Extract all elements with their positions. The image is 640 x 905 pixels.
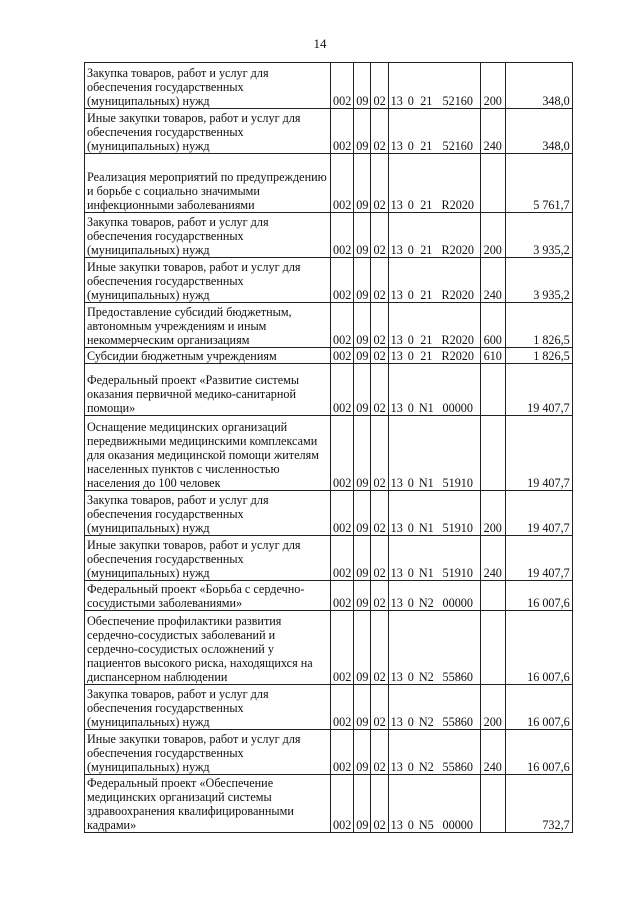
budget-code: 002	[331, 303, 354, 348]
item-code: R2020	[436, 213, 481, 258]
row-description: Иные закупки товаров, работ и услуг для обеспечения государственных (муниципальных) нужд	[85, 258, 331, 303]
subsection-code: 02	[371, 491, 388, 536]
budget-code: 002	[331, 154, 354, 213]
subprogram-code: 0	[405, 685, 417, 730]
program-code: 13	[388, 109, 405, 154]
budget-code: 002	[331, 685, 354, 730]
item-code: 55860	[436, 685, 481, 730]
subprogram-code: 0	[405, 581, 417, 611]
section-code: 09	[354, 536, 371, 581]
project-code: 21	[417, 109, 436, 154]
program-code: 13	[388, 685, 405, 730]
item-code: 51910	[436, 536, 481, 581]
section-code: 09	[354, 491, 371, 536]
table-row	[85, 611, 573, 685]
subsection-code: 02	[371, 685, 388, 730]
table-row	[85, 536, 573, 581]
section-code: 09	[354, 213, 371, 258]
program-code: 13	[388, 213, 405, 258]
item-code: R2020	[436, 303, 481, 348]
expense-type-code: 600	[480, 303, 505, 348]
budget-code: 002	[331, 536, 354, 581]
item-code: R2020	[436, 348, 481, 364]
table-row	[85, 63, 573, 109]
budget-code: 002	[331, 109, 354, 154]
subsection-code: 02	[371, 348, 388, 364]
subprogram-code: 0	[405, 775, 417, 833]
program-code: 13	[388, 730, 405, 775]
amount: 348,0	[505, 109, 572, 154]
amount: 16 007,6	[505, 581, 572, 611]
table-row	[85, 213, 573, 258]
expense-type-code: 200	[480, 63, 505, 109]
project-code: N2	[417, 685, 436, 730]
amount: 16 007,6	[505, 730, 572, 775]
expense-type-code: 240	[480, 730, 505, 775]
item-code: R2020	[436, 154, 481, 213]
project-code: N2	[417, 730, 436, 775]
item-code: 00000	[436, 775, 481, 833]
row-description: Обеспечение профилактики развития сердечно-сосудистых заболеваний и сердечно-сосудистых осложнений у пациентов высокого риска, находящихся на диспансерном наблюдении	[85, 611, 331, 685]
section-code: 09	[354, 581, 371, 611]
subprogram-code: 0	[405, 213, 417, 258]
table-row	[85, 364, 573, 416]
program-code: 13	[388, 416, 405, 491]
project-code: 21	[417, 258, 436, 303]
amount: 348,0	[505, 63, 572, 109]
section-code: 09	[354, 775, 371, 833]
budget-code: 002	[331, 581, 354, 611]
row-description: Закупка товаров, работ и услуг для обеспечения государственных (муниципальных) нужд	[85, 213, 331, 258]
subsection-code: 02	[371, 730, 388, 775]
project-code: N1	[417, 536, 436, 581]
row-description: Закупка товаров, работ и услуг для обеспечения государственных (муниципальных) нужд	[85, 491, 331, 536]
amount: 1 826,5	[505, 348, 572, 364]
budget-code: 002	[331, 611, 354, 685]
amount: 16 007,6	[505, 611, 572, 685]
expense-type-code	[480, 611, 505, 685]
subsection-code: 02	[371, 536, 388, 581]
item-code: 00000	[436, 364, 481, 416]
row-description: Федеральный проект «Борьба с сердечно-сосудистыми заболеваниями»	[85, 581, 331, 611]
row-description: Федеральный проект «Обеспечение медицинских организаций системы здравоохранения квалифицированными кадрами»	[85, 775, 331, 833]
section-code: 09	[354, 303, 371, 348]
row-description: Иные закупки товаров, работ и услуг для обеспечения государственных (муниципальных) нужд	[85, 730, 331, 775]
table-row	[85, 154, 573, 213]
budget-code: 002	[331, 730, 354, 775]
expense-type-code	[480, 416, 505, 491]
expense-type-code	[480, 581, 505, 611]
subsection-code: 02	[371, 213, 388, 258]
item-code: 55860	[436, 730, 481, 775]
section-code: 09	[354, 685, 371, 730]
amount: 3 935,2	[505, 258, 572, 303]
program-code: 13	[388, 154, 405, 213]
program-code: 13	[388, 775, 405, 833]
amount: 5 761,7	[505, 154, 572, 213]
table-row	[85, 348, 573, 364]
budget-code: 002	[331, 213, 354, 258]
subsection-code: 02	[371, 611, 388, 685]
section-code: 09	[354, 611, 371, 685]
table-row	[85, 685, 573, 730]
budget-code: 002	[331, 63, 354, 109]
project-code: N2	[417, 581, 436, 611]
budget-code: 002	[331, 364, 354, 416]
section-code: 09	[354, 348, 371, 364]
table-row	[85, 416, 573, 491]
section-code: 09	[354, 730, 371, 775]
subsection-code: 02	[371, 303, 388, 348]
amount: 1 826,5	[505, 303, 572, 348]
row-description: Закупка товаров, работ и услуг для обеспечения государственных (муниципальных) нужд	[85, 63, 331, 109]
subsection-code: 02	[371, 364, 388, 416]
item-code: 52160	[436, 109, 481, 154]
project-code: 21	[417, 348, 436, 364]
item-code: 52160	[436, 63, 481, 109]
section-code: 09	[354, 258, 371, 303]
subsection-code: 02	[371, 154, 388, 213]
subprogram-code: 0	[405, 63, 417, 109]
table-row	[85, 109, 573, 154]
subprogram-code: 0	[405, 154, 417, 213]
project-code: 21	[417, 213, 436, 258]
amount: 19 407,7	[505, 416, 572, 491]
project-code: 21	[417, 303, 436, 348]
budget-code: 002	[331, 491, 354, 536]
subsection-code: 02	[371, 581, 388, 611]
item-code: 00000	[436, 581, 481, 611]
program-code: 13	[388, 536, 405, 581]
subsection-code: 02	[371, 775, 388, 833]
subprogram-code: 0	[405, 730, 417, 775]
program-code: 13	[388, 491, 405, 536]
table-row	[85, 581, 573, 611]
subprogram-code: 0	[405, 491, 417, 536]
project-code: N5	[417, 775, 436, 833]
subprogram-code: 0	[405, 348, 417, 364]
item-code: 51910	[436, 491, 481, 536]
expense-type-code: 240	[480, 258, 505, 303]
item-code: 51910	[436, 416, 481, 491]
table-row	[85, 303, 573, 348]
project-code: N2	[417, 611, 436, 685]
expense-type-code	[480, 775, 505, 833]
project-code: N1	[417, 416, 436, 491]
subsection-code: 02	[371, 258, 388, 303]
subprogram-code: 0	[405, 611, 417, 685]
project-code: 21	[417, 154, 436, 213]
row-description: Федеральный проект «Развитие системы оказания первичной медико-санитарной помощи»	[85, 364, 331, 416]
subsection-code: 02	[371, 109, 388, 154]
amount: 19 407,7	[505, 491, 572, 536]
item-code: 55860	[436, 611, 481, 685]
budget-code: 002	[331, 775, 354, 833]
subsection-code: 02	[371, 416, 388, 491]
expense-type-code: 610	[480, 348, 505, 364]
section-code: 09	[354, 109, 371, 154]
amount: 19 407,7	[505, 536, 572, 581]
program-code: 13	[388, 303, 405, 348]
program-code: 13	[388, 258, 405, 303]
budget-table	[84, 62, 573, 833]
expense-type-code: 240	[480, 109, 505, 154]
row-description: Иные закупки товаров, работ и услуг для обеспечения государственных (муниципальных) нужд	[85, 536, 331, 581]
section-code: 09	[354, 154, 371, 213]
page-number: 14	[313, 36, 327, 51]
expense-type-code: 240	[480, 536, 505, 581]
amount: 732,7	[505, 775, 572, 833]
program-code: 13	[388, 364, 405, 416]
project-code: 21	[417, 63, 436, 109]
budget-code: 002	[331, 258, 354, 303]
subprogram-code: 0	[405, 416, 417, 491]
budget-code: 002	[331, 348, 354, 364]
program-code: 13	[388, 348, 405, 364]
project-code: N1	[417, 491, 436, 536]
amount: 19 407,7	[505, 364, 572, 416]
subprogram-code: 0	[405, 364, 417, 416]
table-row	[85, 258, 573, 303]
expense-type-code: 200	[480, 491, 505, 536]
section-code: 09	[354, 63, 371, 109]
table-row	[85, 730, 573, 775]
budget-code: 002	[331, 416, 354, 491]
item-code: R2020	[436, 258, 481, 303]
subprogram-code: 0	[405, 536, 417, 581]
subsection-code: 02	[371, 63, 388, 109]
program-code: 13	[388, 63, 405, 109]
section-code: 09	[354, 364, 371, 416]
program-code: 13	[388, 611, 405, 685]
subprogram-code: 0	[405, 109, 417, 154]
section-code: 09	[354, 416, 371, 491]
row-description: Закупка товаров, работ и услуг для обеспечения государственных (муниципальных) нужд	[85, 685, 331, 730]
amount: 16 007,6	[505, 685, 572, 730]
row-description: Предоставление субсидий бюджетным, автономным учреждениям и иным некоммерческим организациям	[85, 303, 331, 348]
table-row	[85, 491, 573, 536]
expense-type-code: 200	[480, 685, 505, 730]
subprogram-code: 0	[405, 303, 417, 348]
expense-type-code	[480, 364, 505, 416]
row-description: Оснащение медицинских организаций передвижными медицинскими комплексами для оказания медицинской помощи жителям населенных пунктов с численностью населения до 100 человек	[85, 416, 331, 491]
program-code: 13	[388, 581, 405, 611]
amount: 3 935,2	[505, 213, 572, 258]
row-description: Субсидии бюджетным учреждениям	[85, 348, 331, 364]
row-description: Иные закупки товаров, работ и услуг для обеспечения государственных (муниципальных) нужд	[85, 109, 331, 154]
row-description: Реализация мероприятий по предупреждению и борьбе с социально значимыми инфекционными заболеваниями	[85, 154, 331, 213]
subprogram-code: 0	[405, 258, 417, 303]
expense-type-code: 200	[480, 213, 505, 258]
expense-type-code	[480, 154, 505, 213]
project-code: N1	[417, 364, 436, 416]
budget-table-body	[85, 63, 573, 833]
table-row	[85, 775, 573, 833]
